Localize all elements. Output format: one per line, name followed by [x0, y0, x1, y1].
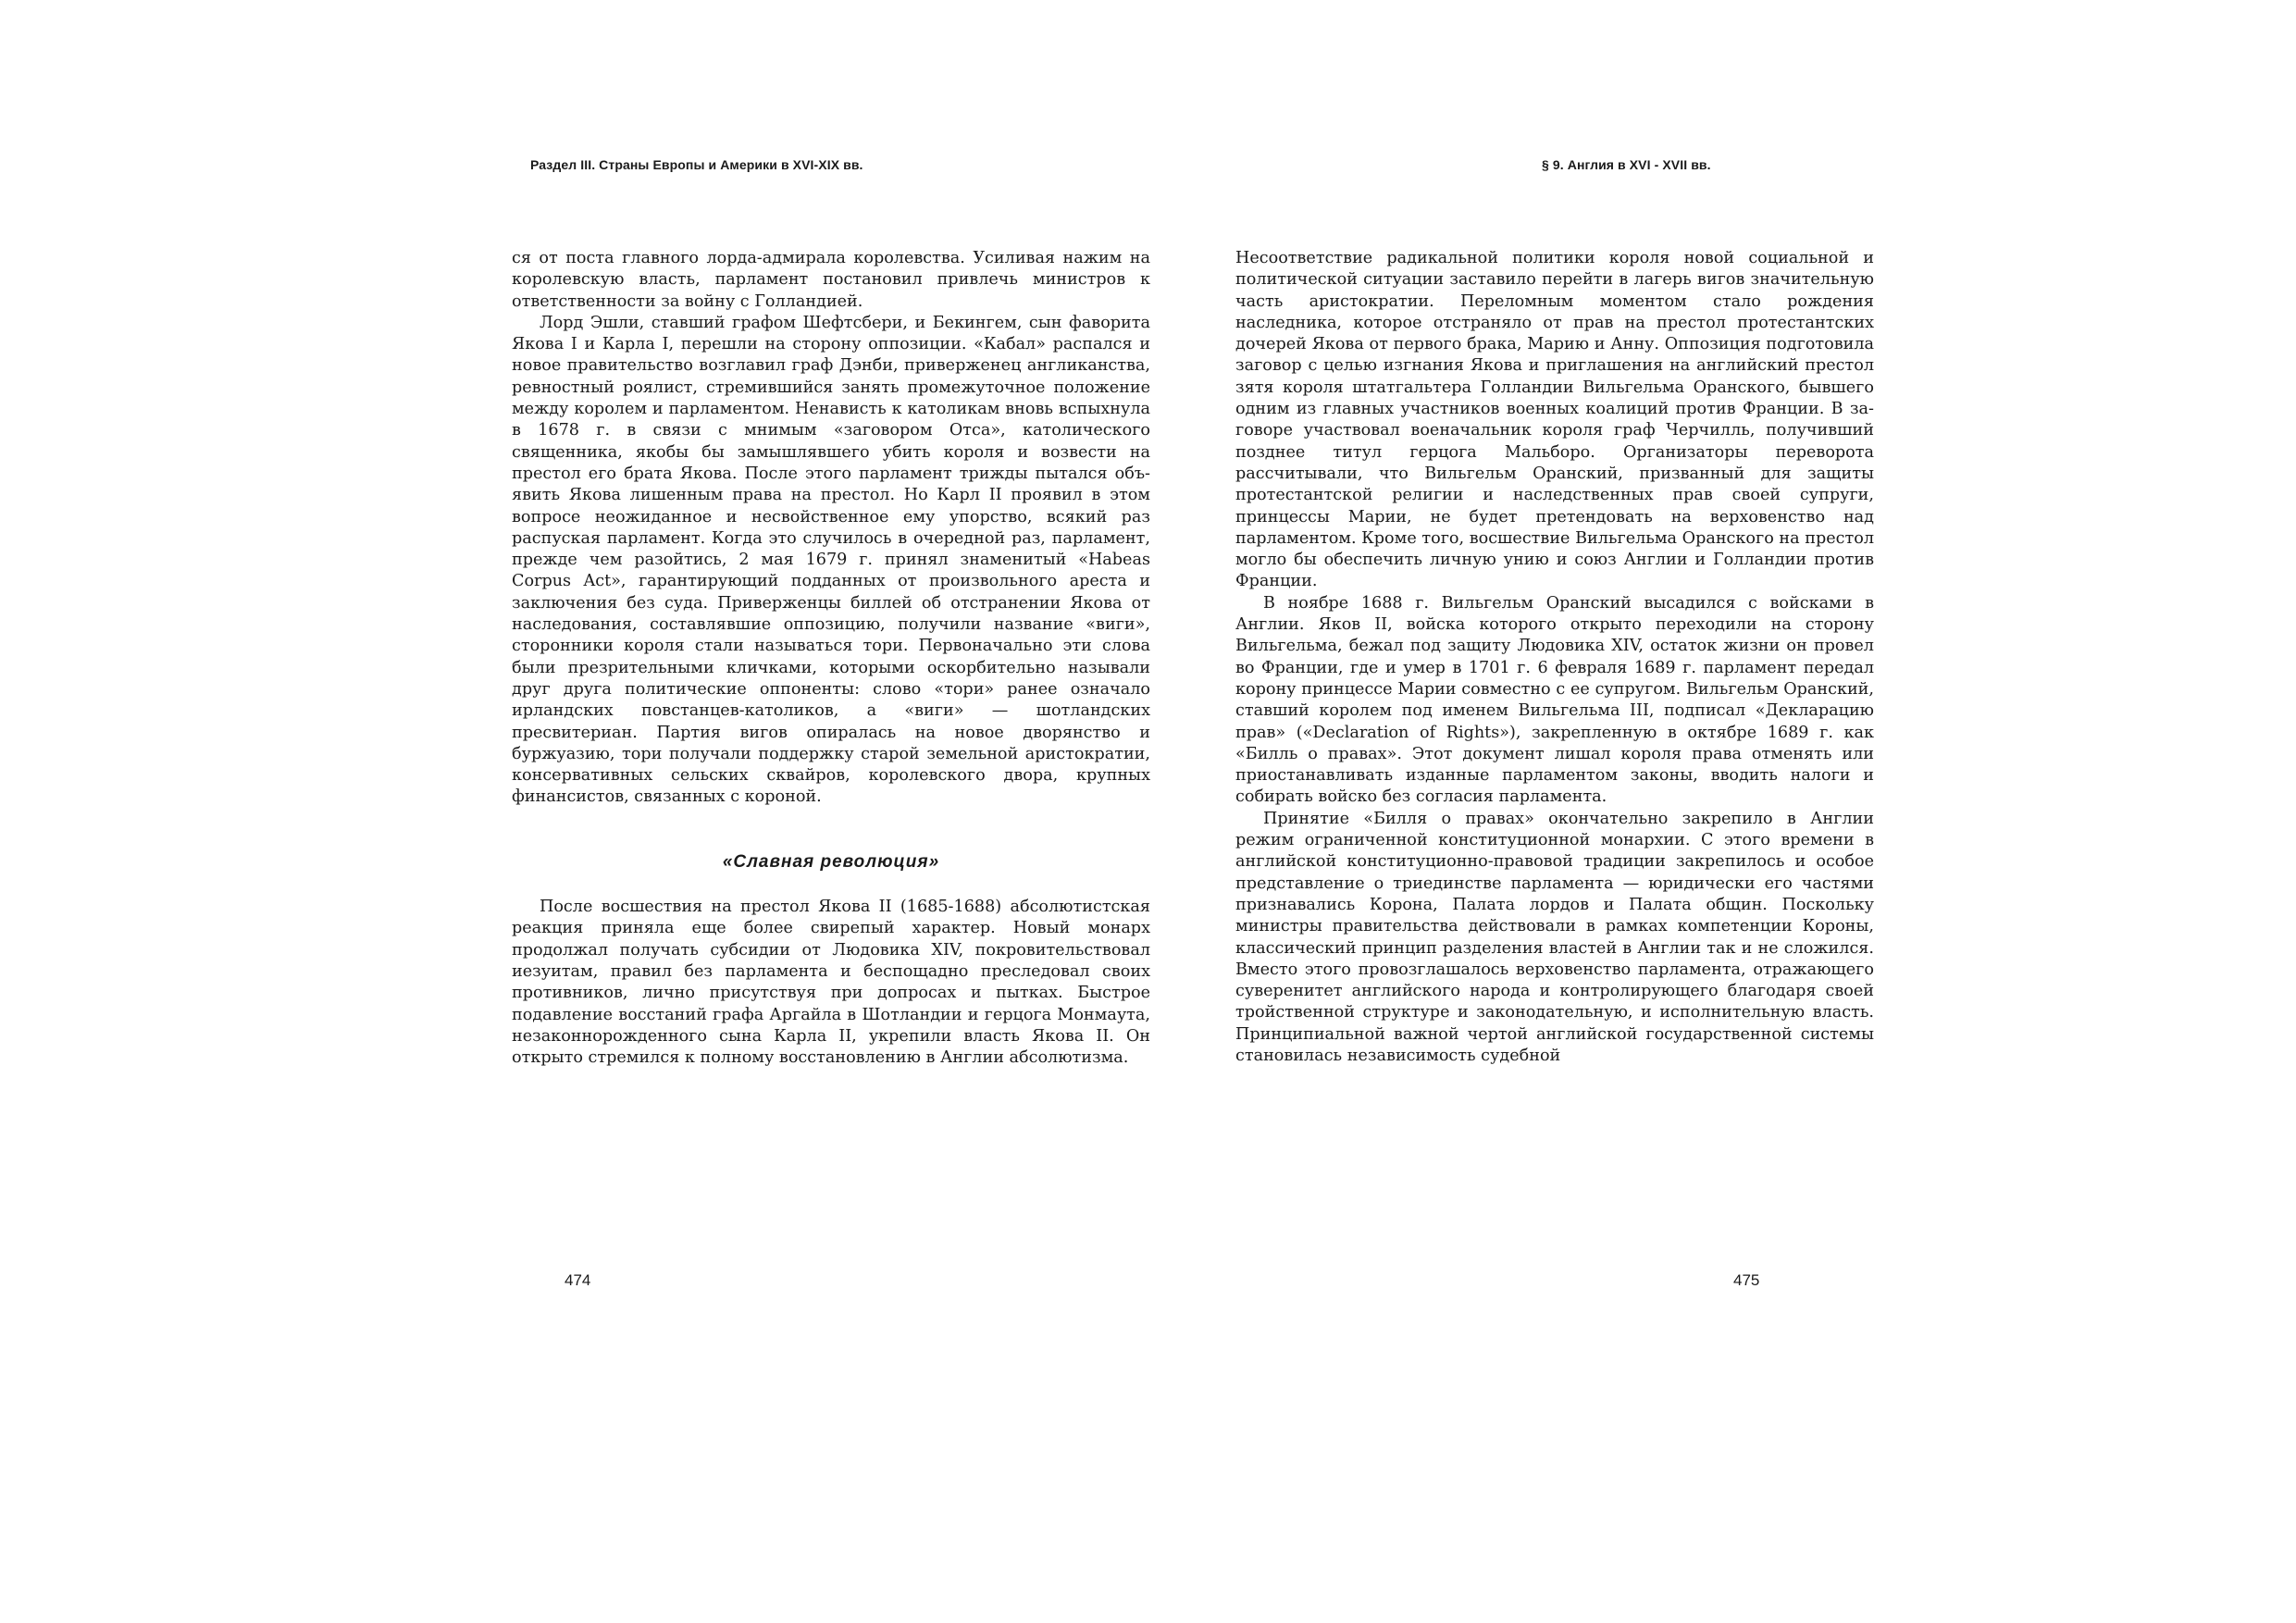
left-text-column [512, 248, 1150, 1069]
right-page [1148, 0, 2296, 1623]
paragraph: Лорд Эшли, ставший графом Шефтсбери, и Бекингем, сын фаворита Якова I и Карла I, перешли на сторону оппозиции. «Кабал» распался и новое правительство возглавил граф Дэнби, приверженец англиканства, ревностный роялист, стремившийся занять промежуточное положение между королем и парламентом. Ненависть к католикам вновь вспыхнула в 1678 г. в связи с мнимым «заговором Отса», католического священника, якобы бы замышлявшего убить короля и возвести на престол его брата Якова. После этого парламент трижды пытался объявить Якова лишенным права на престол. Но Карл II проявил в этом вопросе неожиданное и несвойственное ему упорство, всякий раз распуская парламент. Когда это случилось в очередной раз, парламент, прежде чем разойтись, 2 мая 1679 г. принял знаменитый «Habeas Corpus Act», гарантирующий подданных от произвольного ареста и заключения без суда. Приверженцы биллей об отстранении Якова от наследования, составлявшие оппозицию, получили название «виги», сторонники короля стали называться тори. Первоначально эти слова были презрительными кличками, которыми оскорбительно называли друг друга политические оппоненты: слово «тори» ранее означало ирландских повстанцев-католиков, а «виги» — шотландских пресвитериан. Партия вигов опиралась на новое дворянство и буржуазию, тори получали поддержку старой земельной аристократии, консервативных сельских сквайров, королевского двора, крупных финансистов, связанных с короной. [512, 313, 1150, 807]
page-number-right: 475 [1733, 1271, 1760, 1289]
right-text-column [1235, 248, 1874, 1067]
paragraph: После восшествия на престол Якова II (1685-1688) абсолютистская реакция приняла еще более свирепый характер. Новый монарх продолжал получать субсидии от Людовика XIV, покровительствовал иезуитам, правил без парламента и беспощадно преследовал своих противников, лично присутствуя при допросах и пытках. Быстрое подавление восстаний графа Аргайла в Шотландии и герцога Монмаута, незаконнорожденного сына Карла II, укрепили власть Якова II. Он открыто стремился к полному восстановлению в Англии абсолютизма. [512, 898, 1150, 1068]
running-head-left: Раздел III. Страны Европы и Америки в XVI-XIX вв. [530, 157, 863, 172]
paragraph: Принятие «Билля о правах» окончательно закрепило в Англии режим ограниченной конституционной монархии. С этого времени в английской конституционно-правовой традиции закрепилось и особое представление о триединстве парламента — юридически его частями признавались Корона, Палата лордов и Палата общин. Поскольку министры правительства действовали в рамках компетенции Короны, классический принцип разделения властей в Англии так и не сложился. Вместо этого провозглашалось верховенство парламента, отражающего суверенитет английского народа и контролирующего благодаря своей тройственной структуре и законодательную, и исполнительную власть. Принципиальной важной чертой английской государственной системы становилась независимость судебной [1235, 809, 1874, 1065]
paragraph: В ноябре 1688 г. Вильгельм Оранский высадился с войсками в Англии. Яков II, войска которого открыто переходили на сторону Вильгельма, бежал под защиту Людовика XIV, остаток жизни он провел во Франции, где и умер в 1701 г. 6 февраля 1689 г. парламент передал корону принцессе Марии совместно с ее супругом. Вильгельм Оранский, ставший королем под именем Вильгельма III, подписал «Декларацию прав» («Declaration of Rights»), закрепленную в октябре 1689 г. как «Билль о правах». Этот документ лишал короля права отменять или приостанавливать изданные парламентом законы, вводить налоги и собирать войско без согласия парламента. [1235, 593, 1874, 807]
section-title: «Славная революция» [722, 851, 940, 872]
paragraph: Несоответствие радикальной политики короля новой социальной и политической ситуации заставило перейти в лагерь вигов значительную часть аристократии. Переломным моментом стало рождения наследника, которое отстраняло от прав на престол протестантских дочерей Якова от первого брака, Марию и Анну. Оппозиция подготовила заговор с целью изгнания Якова и приглашения на английский престол зятя короля штатгальтера Голландии Вильгельма Оранского, бывшего одним из главных участников военных коалиций против Франции. В заговоре участвовал военачальник короля граф Черчилль, получивший позднее титул герцога Мальборо. Организаторы переворота рассчитывали, что Вильгельм Оранский, призванный для защиты протестантской религии и наследственных прав своей супруги, принцессы Марии, не будет претендовать на верховенство над парламентом. Кроме того, восшествие Вильгельма Оранского на престол могло бы обеспечить личную унию и союз Англии и Голландии против Франции. [1235, 249, 1874, 591]
running-head-right: § 9. Англия в XVI - XVII вв. [1542, 157, 1711, 172]
page-number-left: 474 [565, 1271, 591, 1289]
paragraph: ся от поста главного лорда-адмирала королевства. Усиливая нажим на королевскую власть, парламент постановил привлечь министров к ответственности за войну с Голландией. [512, 249, 1150, 311]
